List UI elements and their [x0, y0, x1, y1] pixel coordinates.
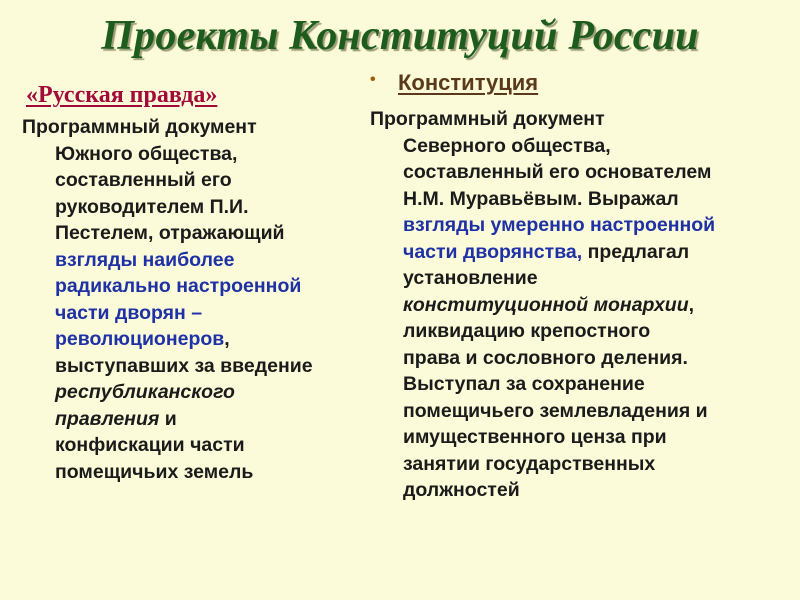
left-line-13: конфискации части	[55, 434, 245, 456]
right-line-8-italic: конституционной монархии	[403, 293, 689, 316]
right-line-6-emphasis: части дворянства,	[403, 240, 583, 263]
left-column-text	[22, 114, 313, 485]
right-line-4: Н.М. Муравьёвым. Выражал	[403, 187, 679, 210]
right-line-6	[370, 239, 715, 266]
left-line-2: Южного общества,	[55, 142, 238, 165]
left-line-1: Программный документ	[22, 116, 257, 138]
right-line-7: установление	[403, 267, 538, 289]
right-line-2: Северного общества,	[403, 134, 611, 157]
right-column-heading-row	[370, 70, 538, 96]
right-column-heading: Конституция	[398, 70, 539, 95]
right-line-12: помещичьего землевладения и	[403, 399, 708, 422]
right-line-8-tail: ,	[688, 293, 695, 316]
right-line-5: взгляды умеренно настроенной	[403, 214, 716, 236]
right-line-10: права и сословного деления.	[403, 346, 688, 369]
left-line-9	[22, 326, 313, 353]
left-line-3: составленный его	[55, 169, 232, 191]
right-line-14: занятии государственных	[403, 452, 656, 475]
left-line-6: взгляды наиболее	[55, 248, 235, 271]
right-line-6-tail: предлагал	[582, 240, 690, 263]
right-line-9: ликвидацию крепостного	[403, 320, 651, 342]
left-line-8: части дворян –	[55, 301, 203, 324]
left-line-4: руководителем П.И.	[55, 195, 249, 218]
left-line-14: помещичьих земель	[55, 460, 254, 483]
right-line-15: должностей	[403, 479, 520, 501]
left-line-12-italic: правления	[55, 407, 160, 430]
left-line-12-tail: и	[159, 407, 177, 430]
slide-title: Проекты Конституций России	[101, 13, 699, 59]
right-line-8	[370, 292, 715, 319]
left-line-5: Пестелем, отражающий	[55, 222, 285, 244]
left-line-9-emphasis: революционеров	[55, 328, 225, 350]
left-line-11: республиканского	[55, 381, 235, 403]
right-line-11: Выступал за сохранение	[403, 373, 645, 395]
left-column-heading: «Русская правда»	[26, 82, 218, 108]
left-line-7: радикально настроенной	[55, 275, 302, 297]
left-line-12	[22, 406, 313, 433]
right-line-3: составленный его основателем	[403, 161, 712, 183]
left-line-10: выступавших за введение	[55, 354, 313, 377]
right-column-text	[370, 106, 715, 504]
right-line-1: Программный документ	[370, 108, 605, 130]
bullet-icon: •	[370, 71, 376, 89]
left-line-9-tail: ,	[224, 328, 230, 350]
right-line-13: имущественного ценза при	[403, 426, 667, 448]
